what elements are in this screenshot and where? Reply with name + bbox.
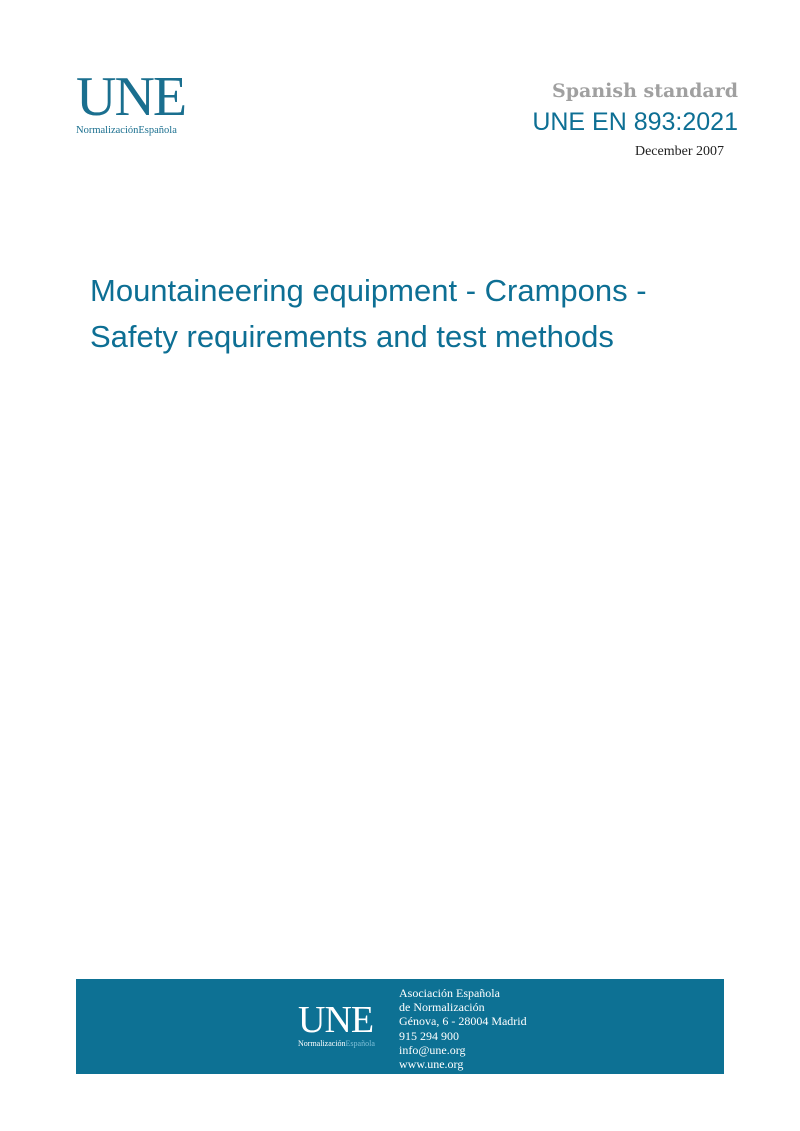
footer-logo-tagline-a: Normalización [298,1039,346,1048]
une-logo-mark: UNE [76,66,186,128]
footer-address [399,986,527,1071]
document-type: Spanish standard [552,80,738,102]
footer-logo-tagline-b: Española [345,1039,375,1048]
une-logo-tagline-b: Española [138,125,177,136]
address-line-website[interactable]: www.une.org [399,1057,464,1072]
document-title-line-2: Safety requirements and test methods [90,319,614,354]
footer-une-logo [298,999,388,1049]
footer-logo-tagline [298,1039,388,1049]
publication-date: December 2007 [634,144,724,159]
address-line-phone: 915 294 900 [399,1028,459,1043]
document-title-line-1: Mountaineering equipment - Crampons - [90,273,647,308]
footer-logo-mark: UNE [298,999,374,1041]
une-logo [76,66,206,138]
address-line-org-1: Asociación Española [399,986,500,1000]
document-title [90,268,750,360]
address-line-email[interactable]: info@une.org [399,1042,466,1057]
document-header [532,78,738,162]
address-line-org-2: de Normalización [399,1000,485,1015]
une-logo-tagline-a: Normalización [76,125,139,136]
standard-code: UNE EN 893:2021 [532,108,738,136]
address-line-street: Génova, 6 - 28004 Madrid [399,1014,527,1029]
une-logo-tagline [76,124,206,138]
footer-band [76,979,724,1074]
